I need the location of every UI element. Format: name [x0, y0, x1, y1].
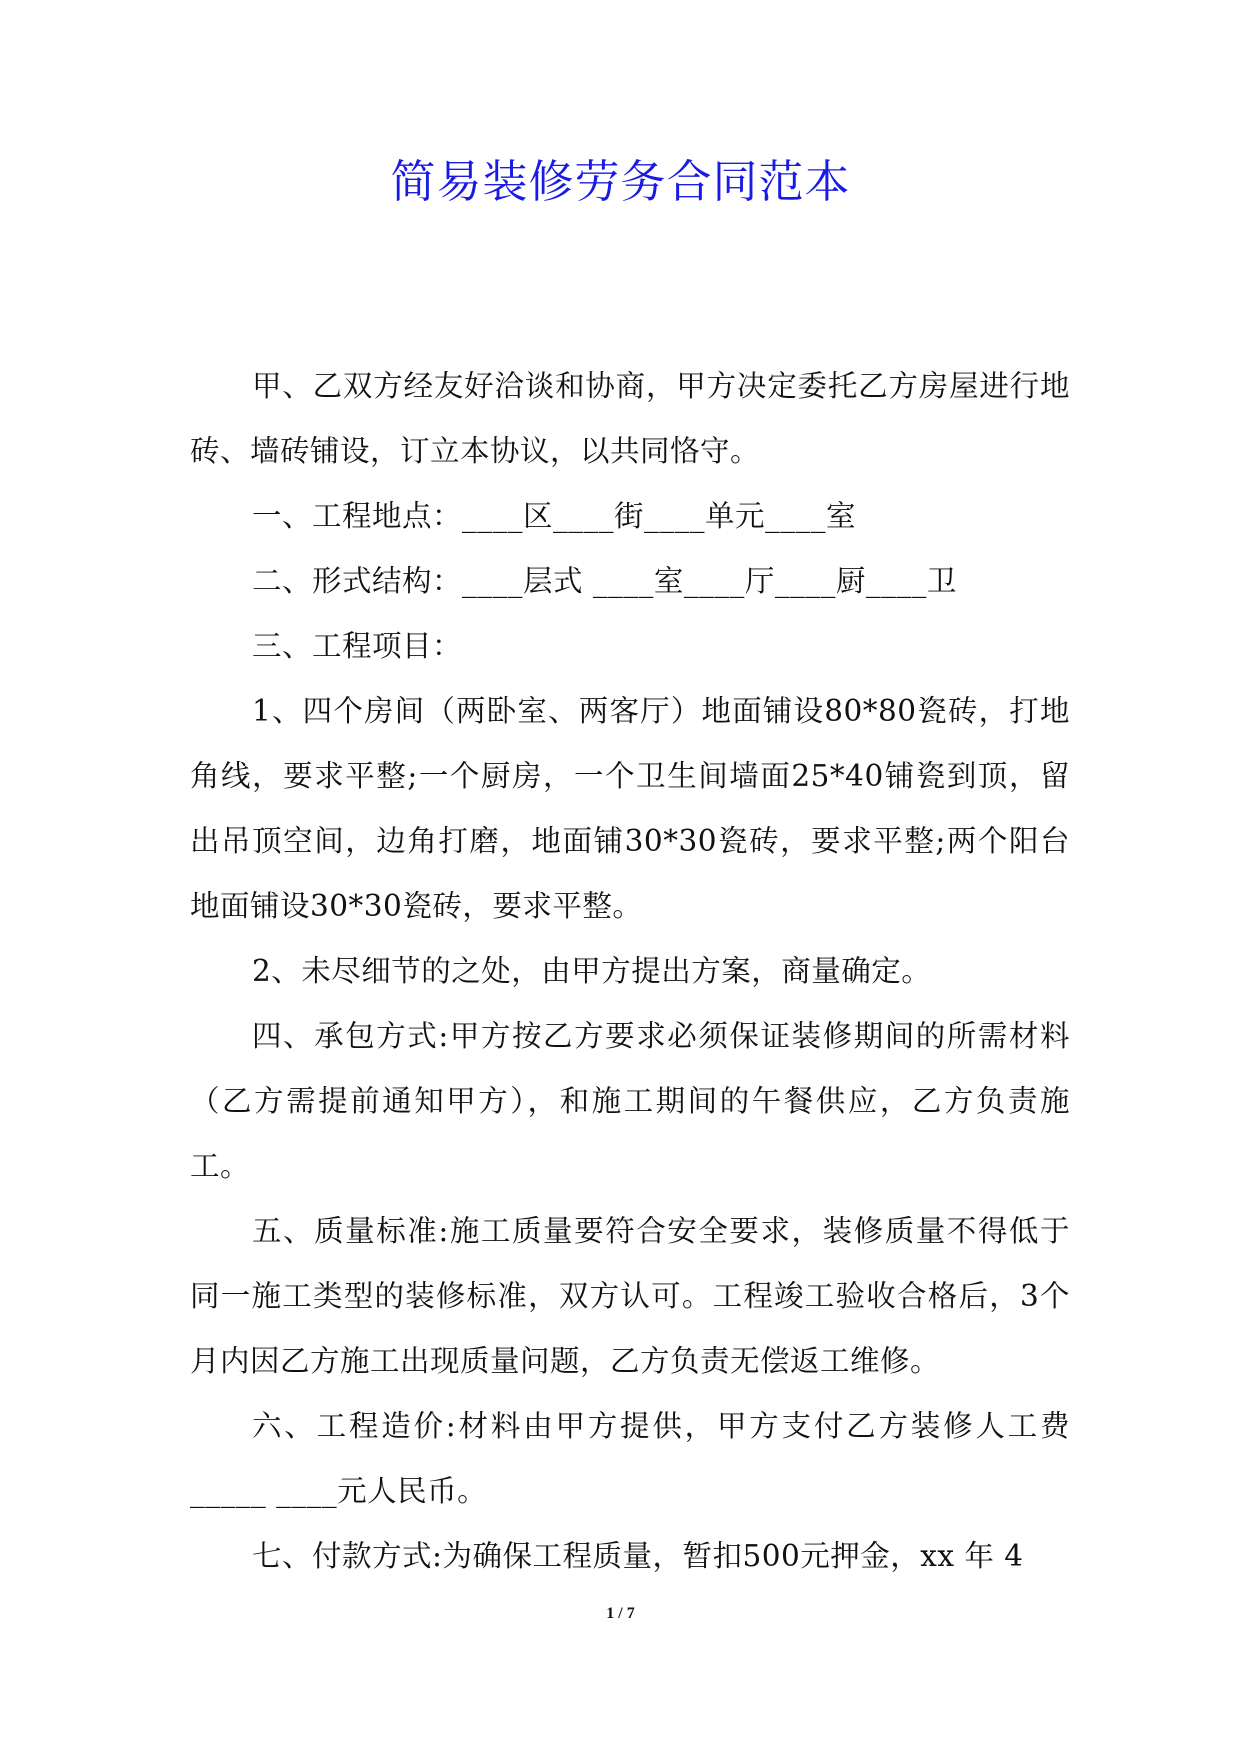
- clause-location: 一、工程地点：____区____街____单元____室: [252, 499, 857, 533]
- clause-structure: 二、形式结构：____层式 ____室____厅____厨____卫: [252, 564, 957, 598]
- project-item-1: 1、四个房间（两卧室、两客厅）地面铺设80*80瓷砖，打地角线，要求平整;一个厨房，一个卫生间墙面25*40铺瓷到顶，留出吊顶空间，边角打磨，地面铺30*30瓷砖，要求平整;两个阳台地面铺设30*30瓷砖，要求平整。: [190, 694, 1070, 923]
- project-item-2: 2、未尽细节的之处，由甲方提出方案，商量确定。: [252, 954, 932, 988]
- document-title: 简易装修劳务合同范本: [390, 155, 851, 208]
- clause-cost: 六、工程造价:材料由甲方提供，甲方支付乙方装修人工费_____ ____元人民币。: [190, 1409, 1070, 1508]
- intro-paragraph: 甲、乙双方经友好洽谈和协商，甲方决定委托乙方房屋进行地砖、墙砖铺设，订立本协议，以共同恪守。: [190, 369, 1070, 468]
- clause-project-items-heading: 三、工程项目：: [252, 629, 463, 663]
- clause-quality-standard: 五、质量标准:施工质量要符合安全要求，装修质量不得低于同一施工类型的装修标准，双方认可。工程竣工验收合格后，3个月内因乙方施工出现质量问题，乙方负责无偿返工维修。: [190, 1214, 1070, 1378]
- document-body: [190, 354, 1070, 1589]
- clause-payment: 七、付款方式:为确保工程质量，暂扣500元押金，xx 年 4: [252, 1539, 1024, 1573]
- clause-contract-method: 四、承包方式:甲方按乙方要求必须保证装修期间的所需材料（乙方需提前通知甲方），和施工期间的午餐供应，乙方负责施工。: [190, 1019, 1070, 1183]
- page-number: 1 / 7: [606, 1605, 635, 1622]
